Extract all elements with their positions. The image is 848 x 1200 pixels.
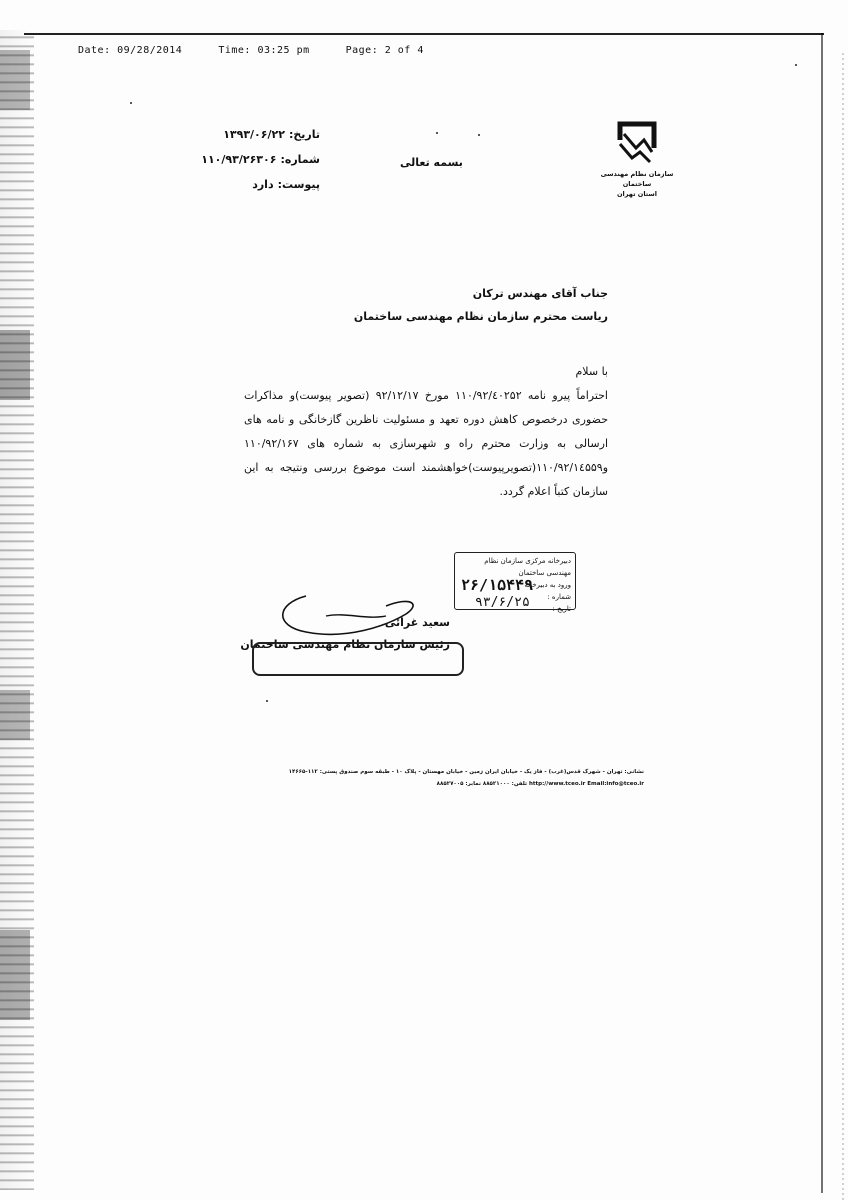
scan-speck xyxy=(795,64,797,66)
footer-contact: http://www.tceo.ir Email:info@tceo.ir تلفن: ۸۸۵۲۱۰۰۰ نمابر: ۸۸۵۲۷۰۰۵ xyxy=(436,781,644,787)
fax-time: Time: 03:25 pm xyxy=(218,45,310,56)
scan-smudge xyxy=(0,330,30,400)
footer-address: نشانی: تهران - شهرک قدس(غرب) - فاز یک - خیابان ایران زمین - خیابان مهستان - پلاک ۱۰ - طبقه سوم صندوق پستی: ۱۱۲-۱۴۶۶۵ xyxy=(288,769,644,775)
meta-date-row xyxy=(180,122,320,147)
meta-number-label: شماره: xyxy=(280,153,320,166)
fax-header xyxy=(78,45,424,56)
fax-date: Date: 09/28/2014 xyxy=(78,45,183,56)
meta-number-value: ۱۱۰/۹۳/۲۶۳۰۶ xyxy=(201,153,277,166)
meta-attachment-row xyxy=(180,172,320,197)
signer-title: رئیس سازمان نظام مهندسی ساختمان xyxy=(240,638,450,651)
recipient-name: جناب آقای مهندس ترکان xyxy=(472,287,608,300)
stamp-number-label: شماره : xyxy=(547,593,571,601)
letter-body xyxy=(244,360,608,504)
meta-attachment-value: دارد xyxy=(252,178,274,191)
bismillah-heading: بسمه تعالی xyxy=(400,156,463,169)
scan-right-edge xyxy=(820,50,848,1200)
logo-province: استان تهران xyxy=(616,189,658,198)
stamp-org-line: دبیرخانه مرکزی سازمان نظام مهندسی ساختمان xyxy=(484,557,571,577)
meta-attachment-label: پیوست: xyxy=(277,178,320,191)
letter-footer xyxy=(246,766,644,790)
stamp-date-label: تاریخ : xyxy=(552,605,571,613)
recipient-block xyxy=(354,282,608,328)
scan-smudge xyxy=(0,930,30,1020)
scan-speck xyxy=(478,134,480,136)
greeting: با سلام xyxy=(575,365,608,378)
recipient-title: ریاست محترم سازمان نظام مهندسی ساختمان xyxy=(353,310,608,323)
body-paragraph: احتراماً پیرو نامه ۱۱۰/۹۲/٤٠۲۵۲ مورخ ۹۲/۱۲/۱۷ (تصویر پیوست)و مذاکرات حضوری درخصوص کاهش دوره تعهد و مسئولیت ناظرین گازخانگی و نامه های ارسالی به وزارت محترم راه و شهرسازی به شماره های ۱۱۰/۹۲/۱۶۷ و۱۱۰/۹۲/۱٤۵۵۹(تصویرپیوست)خواهشمند است موضوع بررسی ونتیجه به این سازمان کتباً اعلام گردد. xyxy=(244,389,608,498)
logo-org-name: سازمان نظام مهندسی ساختمان xyxy=(600,170,674,188)
stamp-number-value: ۲۶/۱۵۴۴۹ xyxy=(461,576,534,594)
scan-left-edge xyxy=(0,30,34,1190)
signature-stamp-box xyxy=(252,642,464,676)
scan-smudge xyxy=(0,690,30,740)
org-logo xyxy=(592,118,682,199)
fax-page: Page: 2 of 4 xyxy=(345,45,424,56)
scan-speck xyxy=(130,102,132,104)
signer-name: سعید غرائی xyxy=(384,616,450,629)
meta-number-row xyxy=(180,147,320,172)
meta-date-value: ۱۳۹۳/۰۶/۲۲ xyxy=(223,128,285,141)
scan-speck xyxy=(266,700,268,702)
scan-speck xyxy=(436,132,438,134)
meta-date-label: تاریخ: xyxy=(288,128,320,141)
stamp-date-value: ۹۳/۶/۲۵ xyxy=(475,595,530,610)
fax-top-rule xyxy=(24,33,824,35)
building-engineering-logo-icon xyxy=(610,118,664,166)
scan-right-rule xyxy=(821,33,823,1193)
stamp-entry-line: ورود به دبیرخانه xyxy=(524,581,571,589)
letter-meta xyxy=(180,122,320,197)
scan-smudge xyxy=(0,50,30,110)
